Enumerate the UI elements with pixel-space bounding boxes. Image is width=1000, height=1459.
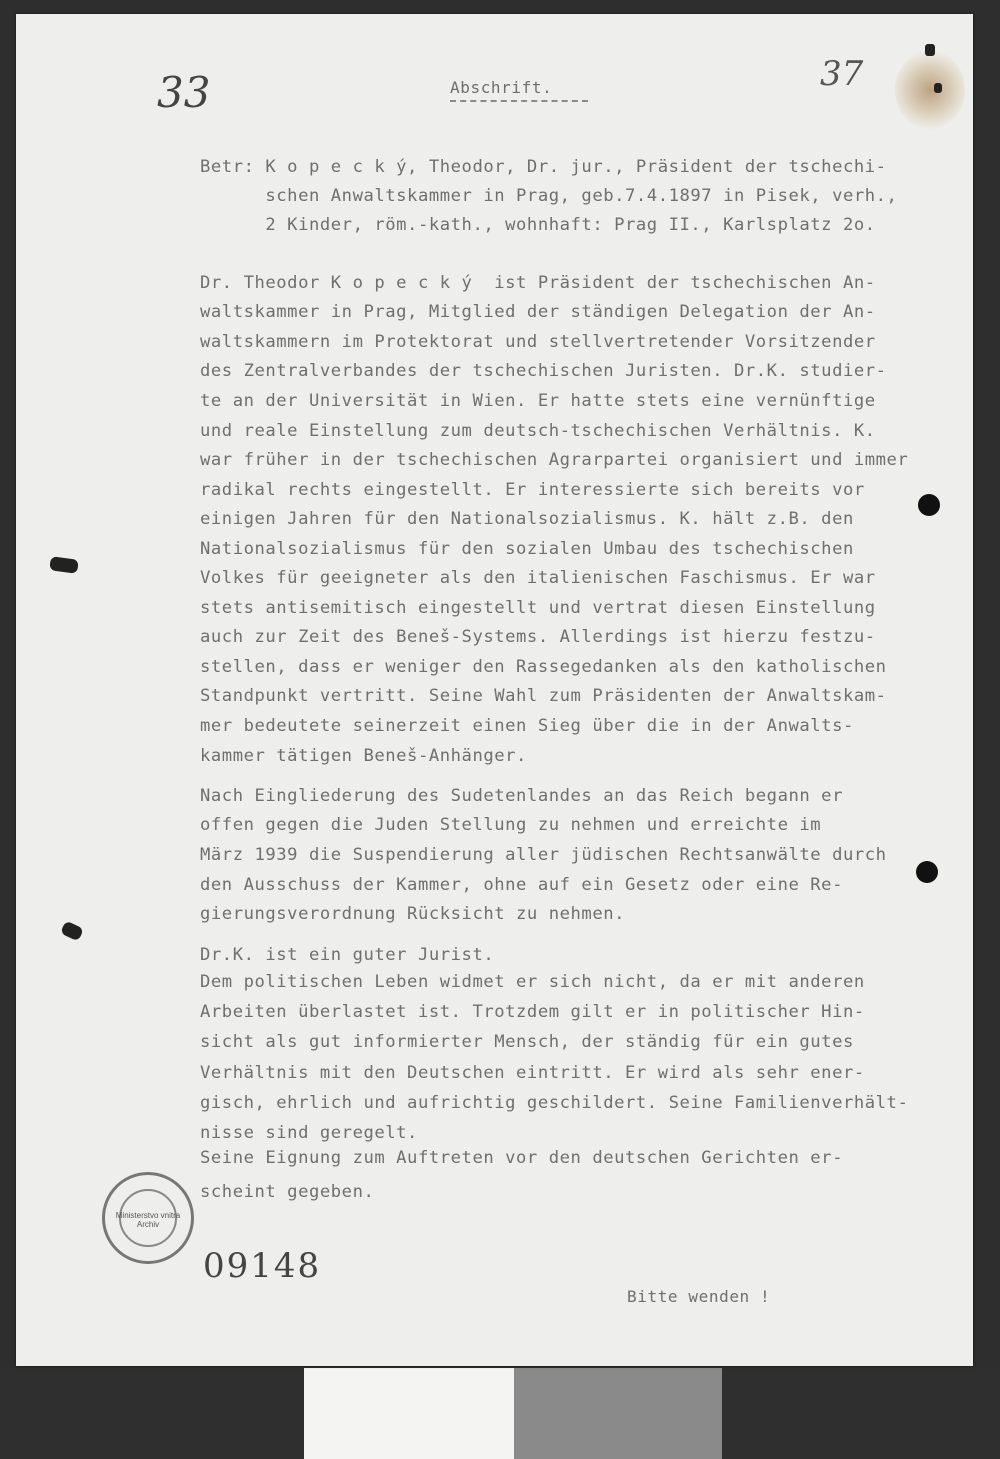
body-line: war früher in der tschechischen Agrarpartei organisiert und immer [200,450,909,470]
body-line: radikal rechts eingestellt. Er interessierte sich bereits vor [200,480,865,500]
burn-stain [895,50,965,130]
body-line: einigen Jahren für den Nationalsozialismus. K. hält z.B. den [200,509,854,529]
body-line: nisse sind geregelt. [200,1123,418,1143]
color-target-gray [514,1368,722,1459]
body-line: stets antisemitisch eingestellt und vertrat diesen Einstellung [200,598,876,618]
page-number-left: 33 [157,68,211,117]
body-line: Verhältnis mit den Deutschen eintritt. Er wird als sehr ener- [200,1063,865,1083]
punch-hole [916,861,938,883]
stamp-text: Ministerstvo vnitra Archiv [115,1211,181,1229]
background-strip-left [0,1368,304,1459]
body-line: te an der Universität in Wien. Er hatte stets eine vernünftige [200,391,876,411]
body-line: Arbeiten überlastet ist. Trotzdem gilt er in politischer Hin- [200,1002,865,1022]
page-number-right: 37 [820,54,864,94]
body-line: März 1939 die Suspendierung aller jüdischen Rechtsanwälte durch [200,845,887,865]
archive-number: 09148 [203,1246,322,1286]
body-line: des Zentralverbandes der tschechischen Juristen. Dr.K. studier- [200,361,887,381]
body-line: gierungsverordnung Rücksicht zu nehmen. [200,904,626,924]
body-line: Standpunkt vertritt. Seine Wahl zum Präsidenten der Anwaltskam- [200,686,887,706]
body-line: Nationalsozialismus für den sozialen Umbau des tschechischen [200,539,854,559]
body-line: Dem politischen Leben widmet er sich nicht, da er mit anderen [200,972,865,992]
ink-blot [934,83,942,93]
body-line: Seine Eignung zum Auftreten vor den deutschen Gerichten er- [200,1148,843,1168]
body-line: waltskammer in Prag, Mitglied der ständigen Delegation der An- [200,302,876,322]
body-line: kammer tätigen Beneš-Anhänger. [200,746,527,766]
body-line: Volkes für geeigneter als den italienischen Faschismus. Er war [200,568,876,588]
body-line: Nach Eingliederung des Sudetenlandes an das Reich begann er [200,786,843,806]
body-line: mer bedeutete seinerzeit einen Sieg über die in der Anwalts- [200,716,854,736]
turn-page-note: Bitte wenden ! [627,1287,771,1306]
body-line: offen gegen die Juden Stellung zu nehmen und erreichte im [200,815,822,835]
title-underline [450,100,588,102]
body-line: Dr. Theodor K o p e c k ý ist Präsident der tschechischen An- [200,273,876,293]
body-line: Dr.K. ist ein guter Jurist. [200,945,495,965]
body-line: sicht als gut informierter Mensch, der ständig für ein gutes [200,1032,854,1052]
ink-blot [925,44,935,56]
body-line: scheint gegeben. [200,1182,375,1202]
punch-hole [918,494,940,516]
body-line: stellen, dass er weniger den Rassegedanken als den katholischen [200,657,887,677]
archive-stamp [102,1172,194,1264]
subject-line: Betr: K o p e c k ý, Theodor, Dr. jur., Präsident der tschechi- [200,157,887,177]
subject-line: schen Anwaltskammer in Prag, geb.7.4.1897 in Pisek, verh., [200,186,898,206]
body-line: waltskammern im Protektorat und stellvertretender Vorsitzender [200,332,876,352]
body-line: und reale Einstellung zum deutsch-tschechischen Verhältnis. K. [200,421,876,441]
body-line: gisch, ehrlich und aufrichtig geschildert. Seine Familienverhält- [200,1093,909,1113]
background-strip-right [722,1368,1000,1459]
body-line: auch zur Zeit des Beneš-Systems. Allerdings ist hierzu festzu- [200,627,876,647]
document-title: Abschrift. [450,78,553,97]
color-target-white [304,1368,514,1459]
body-line: den Ausschuss der Kammer, ohne auf ein Gesetz oder eine Re- [200,875,843,895]
subject-line: 2 Kinder, röm.-kath., wohnhaft: Prag II., Karlsplatz 2o. [200,215,876,235]
